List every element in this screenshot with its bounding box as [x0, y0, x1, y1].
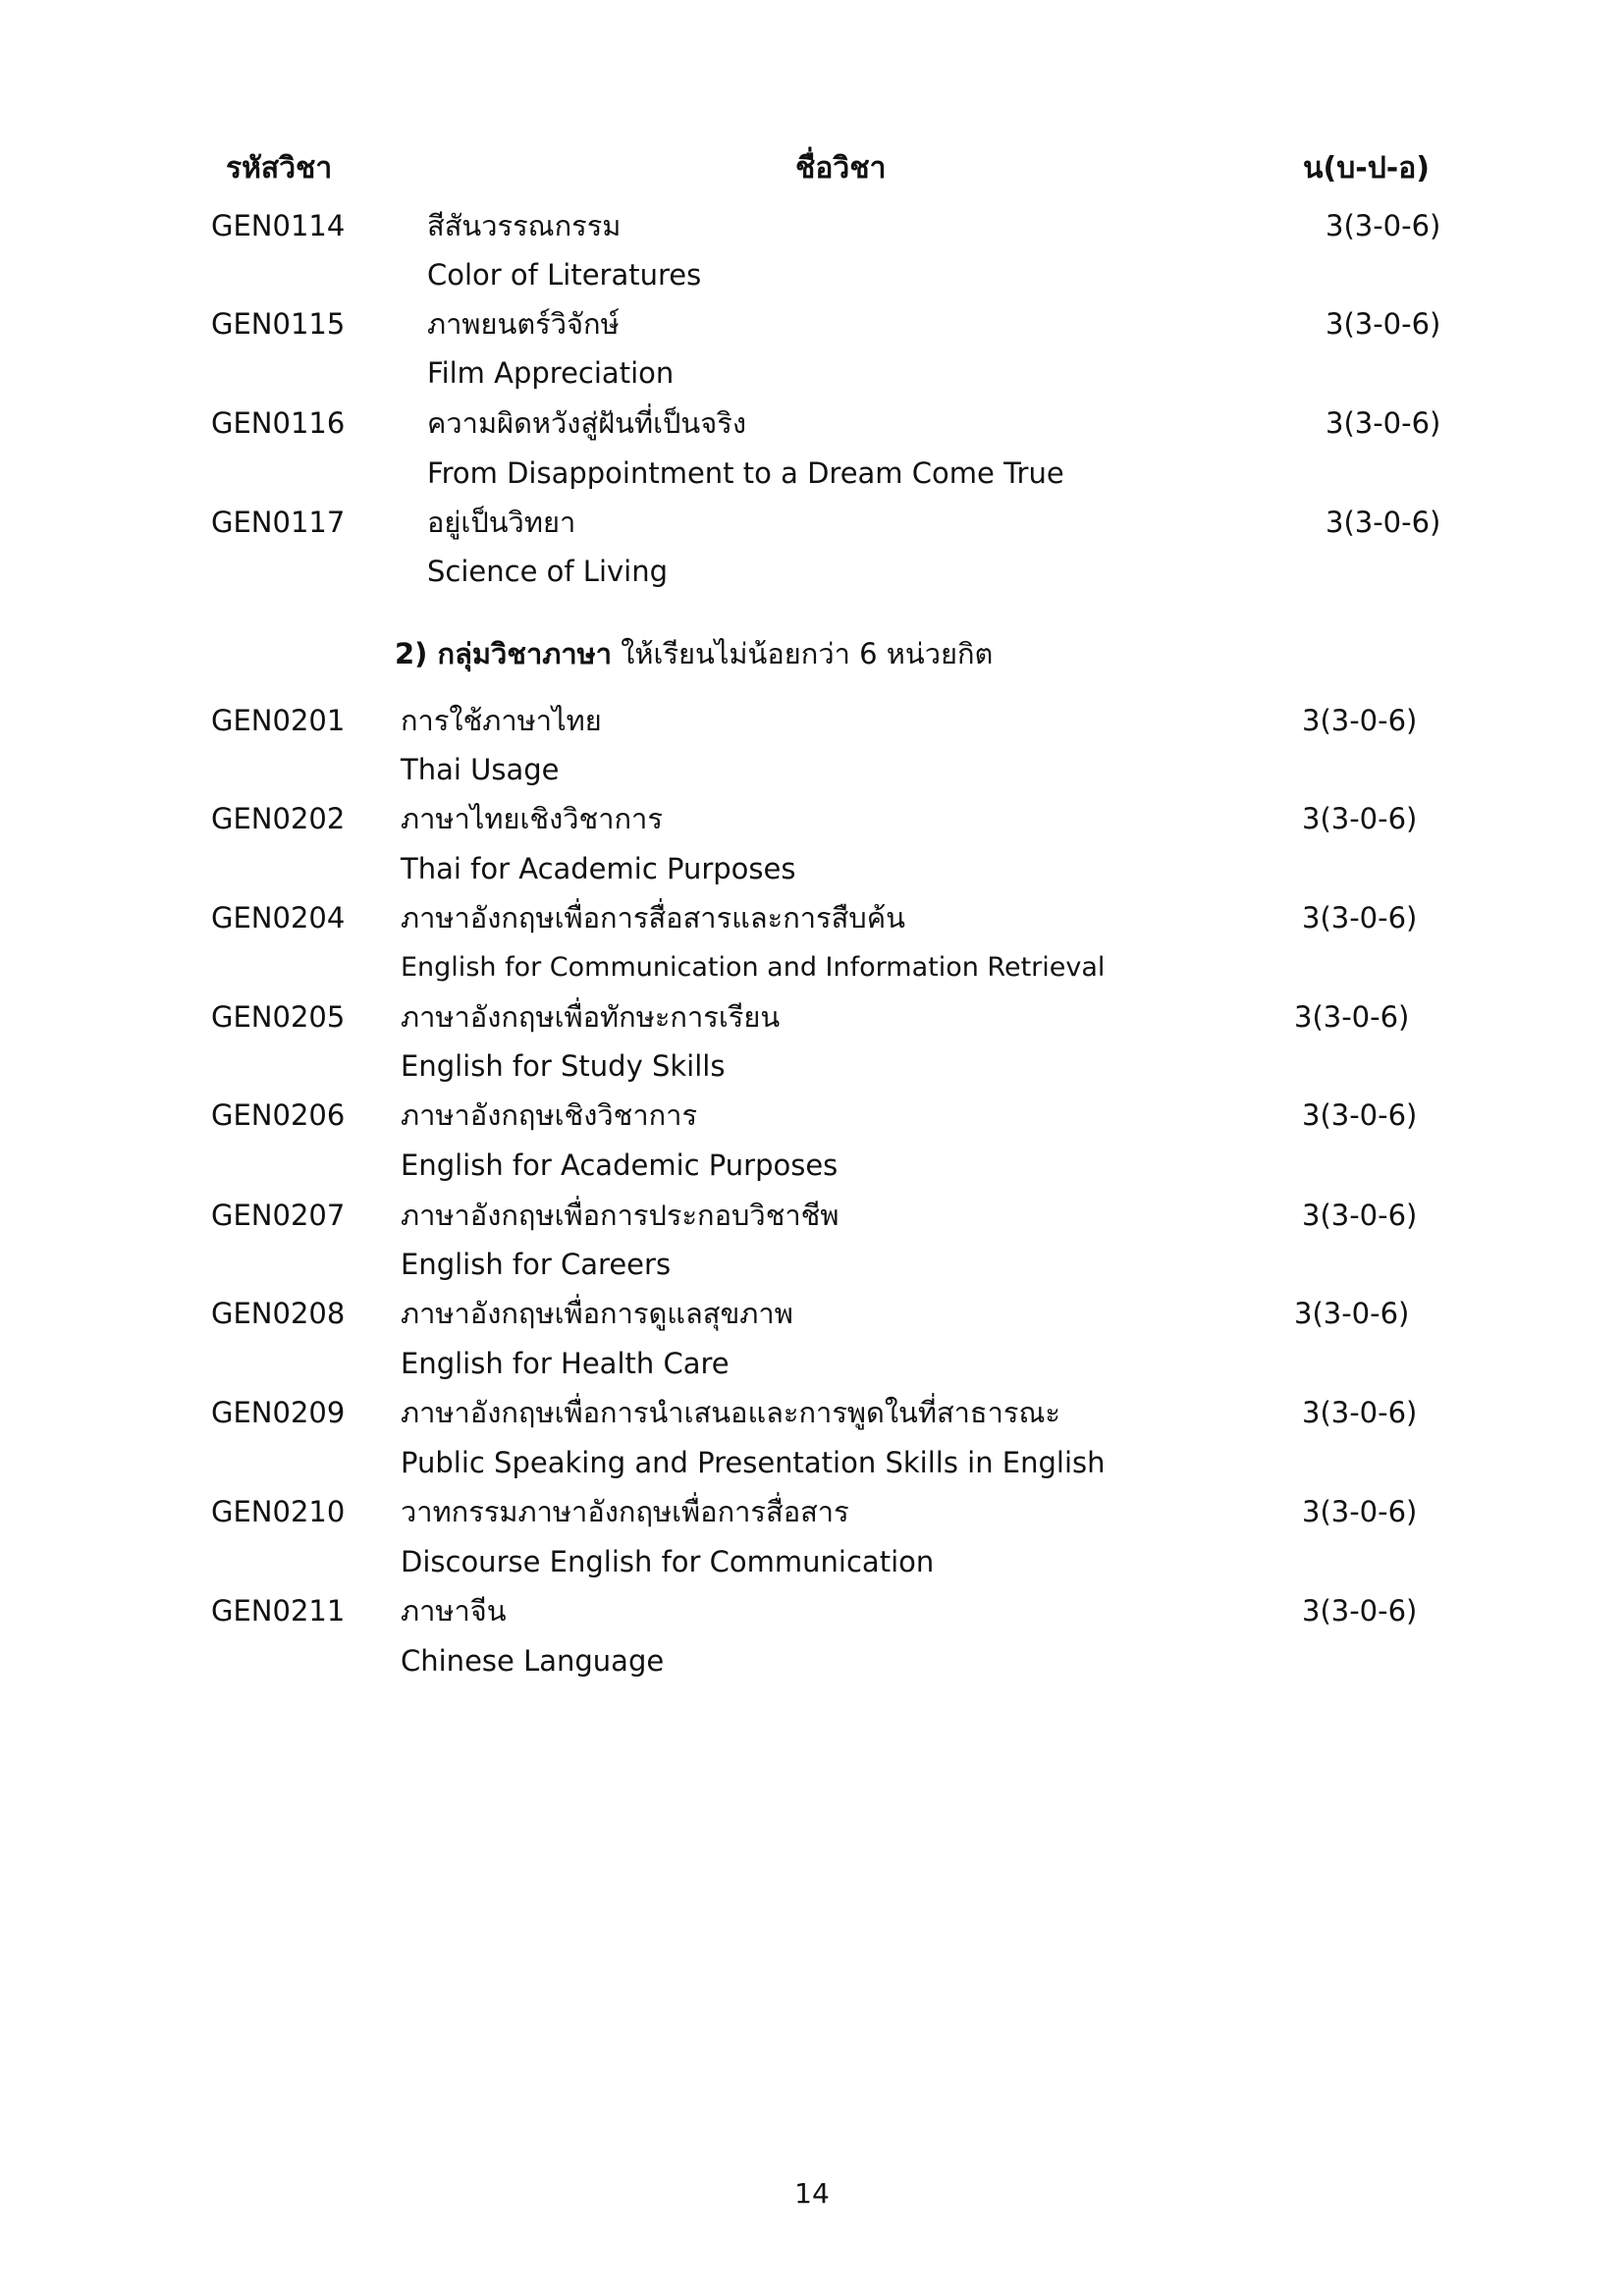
header-course-name: ชื่อวิชา	[795, 151, 887, 186]
course-row	[0, 499, 1624, 546]
course-row	[0, 1488, 1624, 1535]
section-heading	[395, 630, 993, 677]
course-code: GEN0116	[211, 406, 346, 440]
course-credit: 3(3-0-6)	[1294, 1297, 1410, 1330]
course-title-english: Thai Usage	[401, 753, 560, 786]
course-title-english: English for Careers	[401, 1248, 672, 1281]
header-course-code: รหัสวิชา	[226, 151, 333, 186]
course-row	[0, 1587, 1624, 1634]
course-code: GEN0115	[211, 307, 346, 341]
course-title-thai: ภาษาจีน	[401, 1594, 507, 1628]
section-heading-rest: ให้เรียนไม่น้อยกว่า 6 หน่วยกิต	[612, 637, 994, 670]
course-credit: 3(3-0-6)	[1302, 802, 1418, 835]
course-credit: 3(3-0-6)	[1302, 1594, 1418, 1628]
course-credit: 3(3-0-6)	[1302, 1199, 1418, 1232]
course-title-english: Color of Literatures	[427, 258, 702, 292]
course-code: GEN0210	[211, 1495, 346, 1528]
course-title-english: English for Study Skills	[401, 1049, 726, 1083]
course-code: GEN0201	[211, 704, 346, 737]
course-code: GEN0208	[211, 1297, 346, 1330]
course-code: GEN0204	[211, 901, 346, 934]
course-credit: 3(3-0-6)	[1302, 1396, 1418, 1429]
course-title-thai: ภาษาอังกฤษเพื่อการดูแลสุขภาพ	[401, 1297, 793, 1330]
course-row	[0, 1290, 1624, 1337]
course-code: GEN0207	[211, 1199, 346, 1232]
course-code: GEN0206	[211, 1098, 346, 1132]
course-row	[0, 993, 1624, 1041]
course-title-thai: ภาษาไทยเชิงวิชาการ	[401, 802, 663, 835]
course-title-english: English for Health Care	[401, 1347, 730, 1380]
course-credit: 3(3-0-6)	[1302, 1495, 1418, 1528]
course-row	[0, 894, 1624, 941]
course-title-thai: การใช้ภาษาไทย	[401, 704, 602, 737]
course-credit: 3(3-0-6)	[1326, 406, 1441, 440]
course-row	[0, 400, 1624, 447]
course-title-english: From Disappointment to a Dream Come True	[427, 456, 1064, 490]
course-code: GEN0211	[211, 1594, 346, 1628]
course-credit: 3(3-0-6)	[1326, 307, 1441, 341]
course-code: GEN0205	[211, 1000, 346, 1034]
course-row	[0, 697, 1624, 744]
course-credit: 3(3-0-6)	[1294, 1000, 1410, 1034]
course-row	[0, 202, 1624, 249]
course-row	[0, 1092, 1624, 1139]
course-title-thai: สีสันวรรณกรรม	[427, 209, 622, 242]
course-row	[0, 300, 1624, 347]
page-number: 14	[794, 2177, 830, 2210]
course-title-english: Public Speaking and Presentation Skills in English	[401, 1446, 1106, 1479]
course-credit: 3(3-0-6)	[1326, 506, 1441, 539]
section-heading-bold: 2) กลุ่มวิชาภาษา	[395, 637, 613, 670]
course-title-thai: อยู่เป็นวิทยา	[427, 506, 576, 539]
course-title-thai: ภาษาอังกฤษเพื่อทักษะการเรียน	[401, 1000, 781, 1034]
course-title-english: Chinese Language	[401, 1644, 665, 1678]
course-row	[0, 795, 1624, 842]
course-code: GEN0114	[211, 209, 346, 242]
course-title-english: Thai for Academic Purposes	[401, 852, 796, 885]
course-code: GEN0202	[211, 802, 346, 835]
course-title-thai: ภาษาอังกฤษเพื่อการนำเสนอและการพูดในที่สาธารณะ	[401, 1396, 1060, 1429]
course-title-thai: ความผิดหวังสู่ฝันที่เป็นจริง	[427, 406, 746, 440]
course-row	[0, 1389, 1624, 1436]
course-title-thai: ภาษาอังกฤษเพื่อการประกอบวิชาชีพ	[401, 1199, 839, 1232]
course-row	[0, 1192, 1624, 1239]
course-credit: 3(3-0-6)	[1302, 704, 1418, 737]
course-title-thai: ภาษาอังกฤษเชิงวิชาการ	[401, 1098, 698, 1132]
course-title-thai: วาทกรรมภาษาอังกฤษเพื่อการสื่อสาร	[401, 1495, 849, 1528]
course-code: GEN0209	[211, 1396, 346, 1429]
course-title-english: Discourse English for Communication	[401, 1545, 935, 1578]
header-credits: น(บ-ป-อ)	[1303, 151, 1430, 186]
course-title-english: English for Communication and Information Retrieval	[401, 952, 1106, 983]
course-title-thai: ภาษาอังกฤษเพื่อการสื่อสารและการสืบค้น	[401, 901, 905, 934]
course-code: GEN0117	[211, 506, 346, 539]
course-title-english: Science of Living	[427, 555, 669, 588]
course-title-english: English for Academic Purposes	[401, 1148, 839, 1182]
course-credit: 3(3-0-6)	[1302, 1098, 1418, 1132]
course-credit: 3(3-0-6)	[1302, 901, 1418, 934]
course-title-english: Film Appreciation	[427, 356, 675, 390]
course-title-thai: ภาพยนตร์วิจักษ์	[427, 307, 620, 341]
course-credit: 3(3-0-6)	[1326, 209, 1441, 242]
